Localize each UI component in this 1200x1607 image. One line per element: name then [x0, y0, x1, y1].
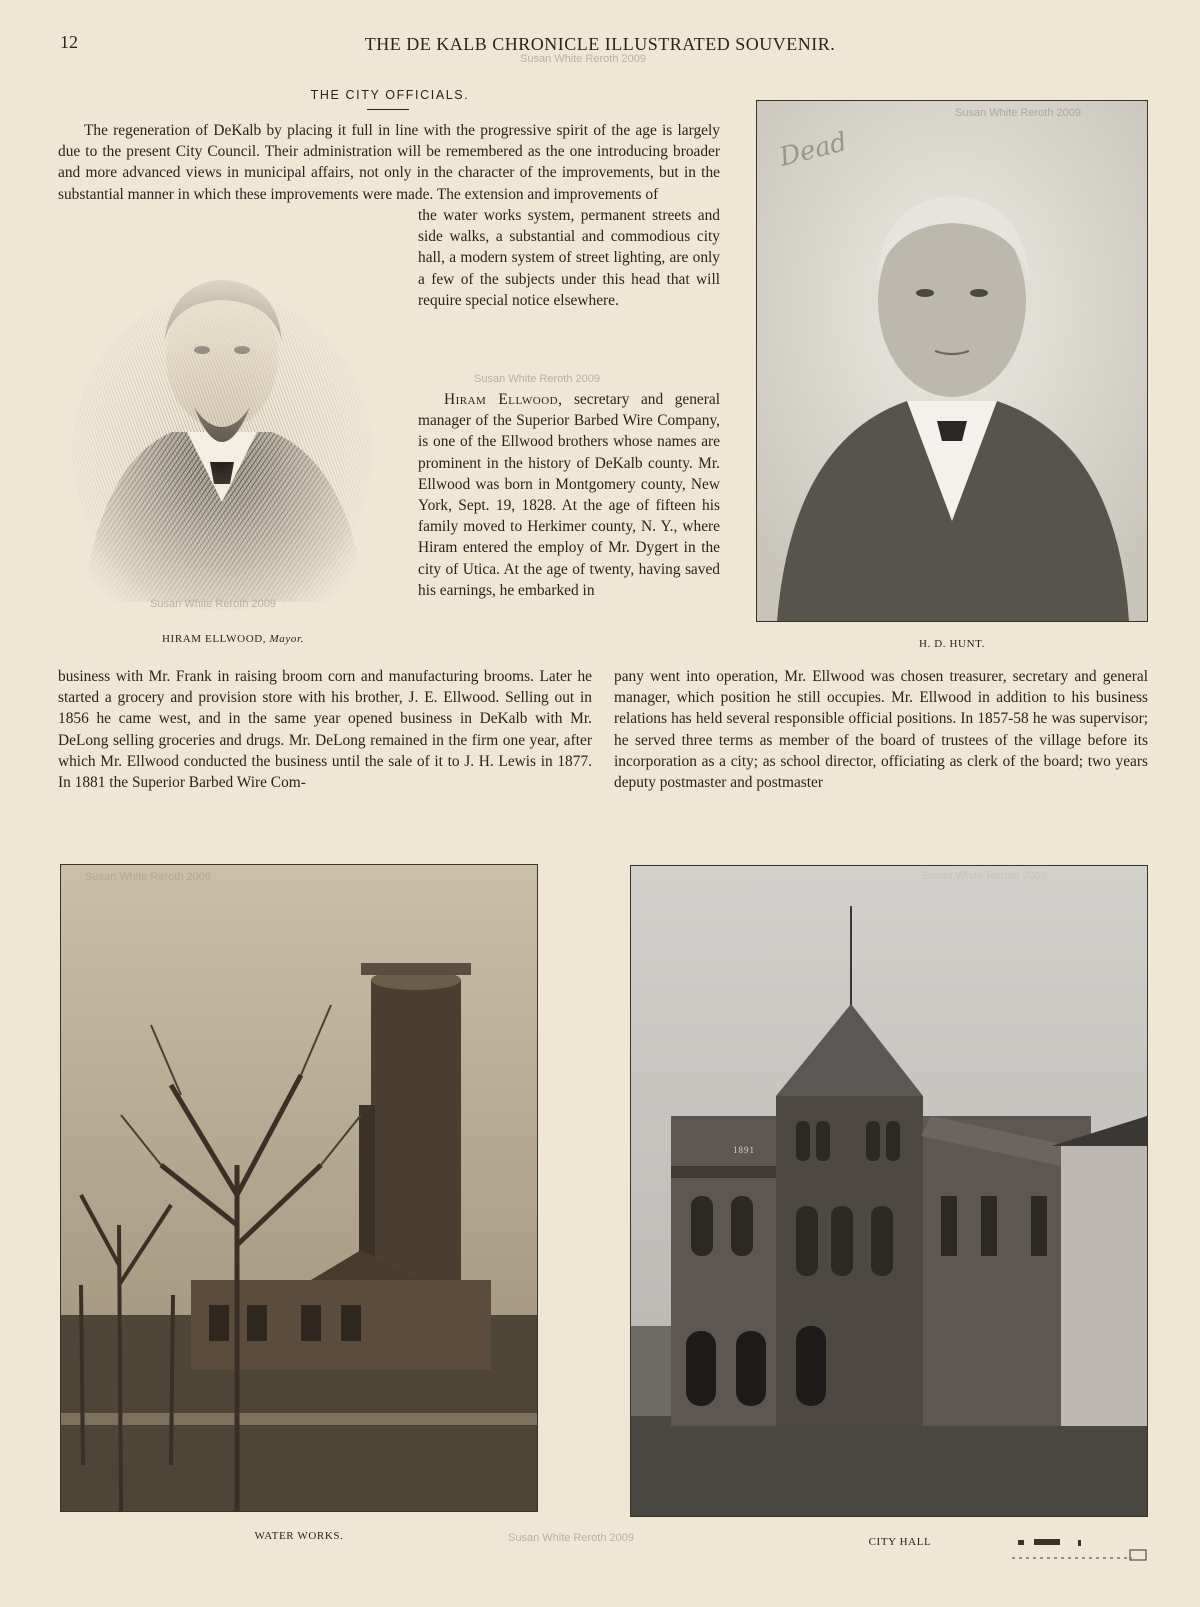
watermark: Susan White Reroth 2009	[508, 1532, 634, 1544]
biography-column-1: business with Mr. Frank in raising broom corn and manufacturing brooms. Later he started a grocery and provision store with his brother, J. E. Ellwood. Selling out in 1856 he came west, and in the same year opened business in DeKalb with Mr. DeLong selling groceries and drugs. Mr. DeLong remained in the firm one year, after which Mr. Ellwood conducted the business until the sale of it to J. H. Lewis in 1877. In 1881 the Superior Barbed Wire Com-	[58, 668, 592, 792]
hiram-ellwood-portrait	[62, 262, 378, 610]
water-works-photo	[60, 864, 538, 1512]
watermark: Susan White Reroth 2009	[520, 53, 646, 65]
hd-hunt-portrait	[756, 100, 1148, 622]
ellwood-caption	[88, 633, 378, 645]
watermark: Susan White Reroth 2009	[955, 107, 1081, 119]
water-works-caption: WATER WORKS.	[254, 1530, 344, 1542]
ellwood-caption-title: Mayor.	[269, 633, 304, 645]
watermark: Susan White Reroth 2009	[474, 373, 600, 385]
city-hall-photo	[630, 865, 1148, 1517]
hunt-caption: H. D. HUNT.	[919, 638, 985, 650]
bio-narrow-text: secretary and general manager of the Superior Barbed Wire Company, is one of the Ellwood brothers whose names are prominent in the history of DeKalb county. Mr. Ellwood was born in Montgomery county, New York, Sept. 19, 1828. At the age of fifteen his family moved to Herkimer county, N. Y., where Hiram entered the employ of Mr. Dygert in the city of Utica. At the age of twenty, having saved his earnings, he embarked in	[418, 391, 720, 599]
intro-paragraph-continued: the water works system, permanent streets and side walks, a substantial and commodious city hall, a modern system of street lighting, are only a few of the subjects under this head that will require special notice elsewhere.	[418, 207, 720, 309]
section-title: THE CITY OFFICIALS.	[310, 88, 470, 102]
watermark: Susan White Reroth 2009	[150, 598, 276, 610]
watermark: Susan White Reroth 2009	[921, 870, 1047, 882]
handwritten-note: Dead	[776, 127, 851, 173]
city-hall-caption: CITY HALL	[868, 1536, 932, 1548]
printer-marks	[1012, 1536, 1152, 1566]
running-title: THE DE KALB CHRONICLE ILLUSTRATED SOUVENIR.	[364, 34, 836, 54]
intro-paragraph: The regeneration of DeKalb by placing it full in line with the progressive spirit of the age is largely due to the present City Council. Their administration will be remembered as the one introducing broader and more advanced views in municipal affairs, not only in the character of the improvements, but in the substantial manner in which these improvements were made. The extension and improvements of	[58, 122, 720, 203]
biography-column-2: pany went into operation, Mr. Ellwood was chosen treasurer, secretary and general manager, which position he still occupies. Mr. Ellwood in addition to his business relations has held several responsible official positions. In 1857-58 he was supervisor; he served three terms as member of the board of trustees of the village before its incorporation as a city; as school director, officiating as clerk of the board; two years deputy postmaster and postmaster	[614, 668, 1148, 792]
bio-subject-name: Hiram Ellwood,	[444, 391, 563, 408]
title-rule	[367, 109, 409, 110]
watermark: Susan White Reroth 2009	[85, 871, 211, 883]
biography-paragraph	[418, 389, 720, 601]
date-tablet: 1891	[733, 1145, 755, 1155]
page-number: 12	[60, 32, 78, 52]
ellwood-caption-name: HIRAM ELLWOOD,	[162, 633, 267, 645]
